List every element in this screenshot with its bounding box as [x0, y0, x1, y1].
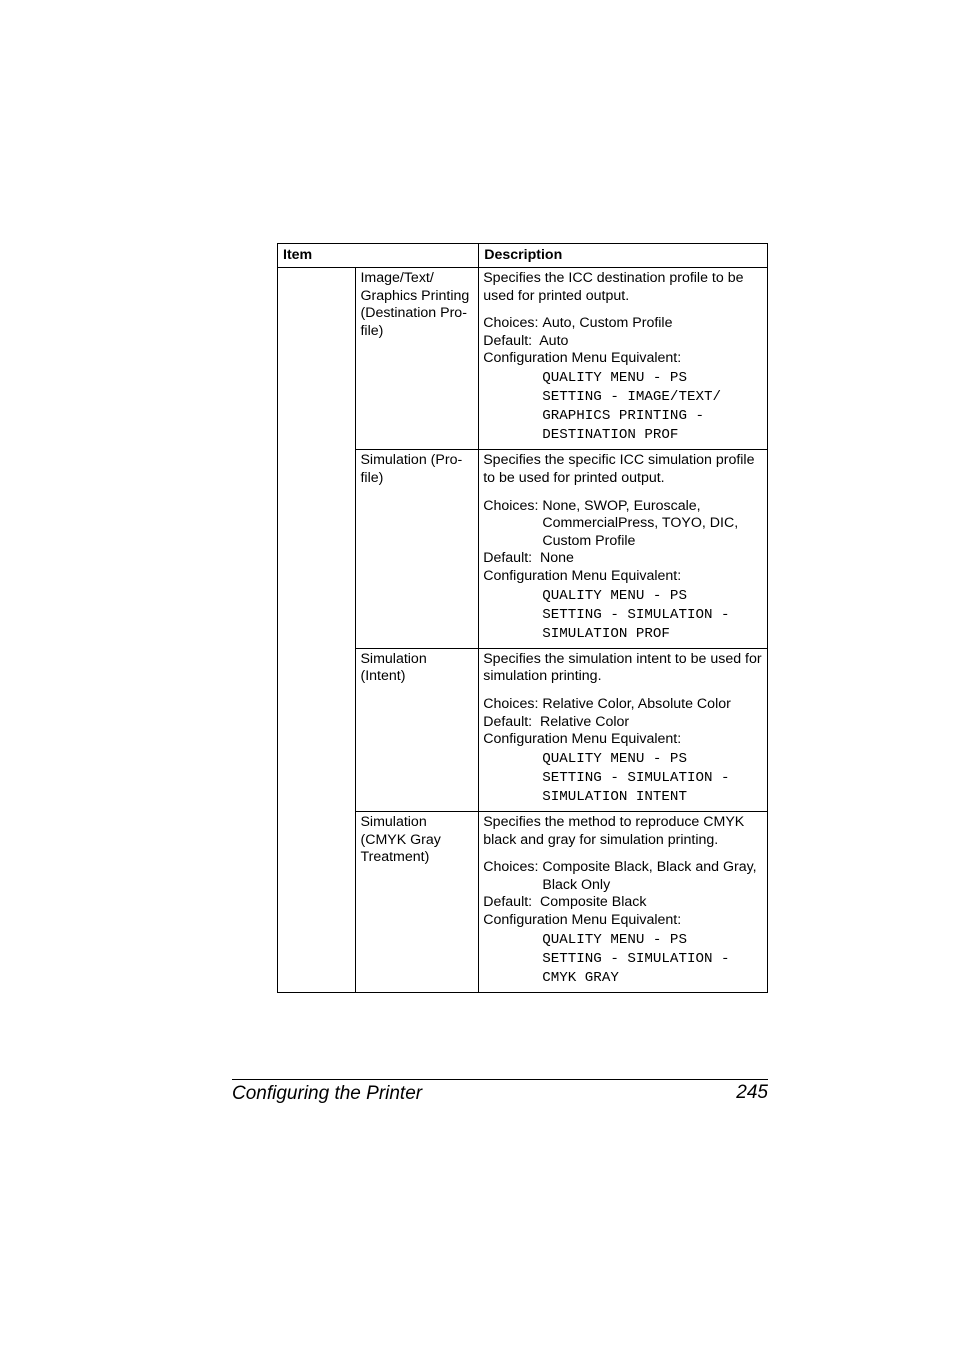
choices-row	[483, 498, 763, 551]
choices-row	[483, 315, 763, 333]
spec-line: simulation printing.	[483, 668, 602, 685]
spec-text	[483, 270, 763, 305]
default-row	[483, 550, 763, 568]
choices-line: None, SWOP, Euroscale,	[542, 497, 701, 514]
default-label: Default:	[483, 713, 540, 730]
choices-line: Auto, Custom Profile	[542, 315, 673, 332]
menu-line: QUALITY MENU - PS	[542, 750, 687, 767]
choices-values	[542, 696, 763, 714]
config-label: Configuration Menu Equivalent:	[483, 912, 682, 928]
spec-line: Specifies the simulation intent to be used for	[483, 650, 762, 667]
config-label: Configuration Menu Equivalent:	[483, 731, 682, 748]
item-line: Graphics Printing	[360, 287, 470, 304]
spec-line: black and gray for simulation printing.	[483, 831, 719, 848]
choices-label: Choices:	[483, 315, 543, 332]
menu-line: QUALITY MENU - PS	[542, 587, 687, 604]
menu-path	[483, 369, 763, 445]
item-cell	[356, 450, 479, 648]
menu-line: QUALITY MENU - PS	[542, 369, 687, 386]
choices-label: Choices:	[483, 695, 543, 712]
description-cell	[479, 268, 768, 450]
config-label: Configuration Menu Equivalent:	[483, 350, 682, 367]
table-header-row	[278, 244, 768, 268]
description-cell	[479, 812, 768, 993]
default-row	[483, 333, 763, 351]
default-label: Default:	[483, 894, 540, 911]
menu-line: SETTING - SIMULATION -	[542, 606, 730, 623]
blank-group-cell	[278, 268, 356, 993]
item-line: Simulation (Pro-	[360, 452, 463, 469]
menu-line: QUALITY MENU - PS	[542, 931, 687, 948]
header-item: Item	[278, 244, 479, 268]
settings-table	[277, 243, 768, 993]
item-line: file)	[360, 469, 384, 486]
item-cell	[356, 812, 479, 993]
spec-text	[483, 651, 763, 686]
choices-values	[542, 498, 763, 551]
choices-line: CommercialPress, TOYO, DIC,	[542, 515, 739, 532]
default-label: Default:	[483, 332, 540, 349]
default-label: Default:	[483, 550, 540, 567]
config-label: Configuration Menu Equivalent:	[483, 567, 682, 584]
spec-text	[483, 814, 763, 849]
item-cell	[356, 268, 479, 450]
default-value: Auto	[539, 332, 569, 349]
table-body	[278, 268, 768, 993]
item-line: Simulation	[360, 814, 427, 831]
table-row	[278, 268, 768, 450]
item-cell	[356, 648, 479, 811]
menu-path	[483, 931, 763, 988]
menu-line: SIMULATION PROF	[542, 625, 670, 642]
menu-line: SETTING - SIMULATION -	[542, 950, 730, 967]
footer-divider	[232, 1079, 768, 1080]
choices-row	[483, 696, 763, 714]
menu-line: SETTING - IMAGE/TEXT/	[542, 389, 722, 406]
item-line: (CMYK Gray	[360, 831, 441, 848]
footer-title: Configuring the Printer	[232, 1083, 423, 1104]
choices-values	[542, 859, 763, 894]
item-line: Simulation	[360, 650, 427, 667]
choices-line: Custom Profile	[542, 532, 636, 549]
choices-line: Relative Color, Absolute Color	[542, 695, 731, 712]
menu-line: SETTING - SIMULATION -	[542, 769, 730, 786]
default-value: Composite Black	[540, 894, 647, 911]
header-description: Description	[479, 244, 768, 268]
spec-line: Specifies the method to reproduce CMYK	[483, 814, 745, 831]
menu-path	[483, 750, 763, 807]
spec-line: to be used for printed output.	[483, 469, 665, 486]
spec-text	[483, 452, 763, 487]
menu-line: DESTINATION PROF	[542, 427, 679, 444]
choices-label: Choices:	[483, 859, 543, 876]
menu-line: GRAPHICS PRINTING -	[542, 408, 704, 425]
page-number: 245	[736, 1082, 768, 1103]
item-line: (Destination Pro-	[360, 305, 467, 322]
description-cell	[479, 450, 768, 648]
item-line: Treatment)	[360, 849, 430, 866]
description-cell	[479, 648, 768, 811]
menu-path	[483, 587, 763, 644]
choices-values	[542, 315, 763, 333]
choices-row	[483, 859, 763, 894]
menu-line: SIMULATION INTENT	[542, 788, 687, 805]
choices-line: Composite Black, Black and Gray,	[542, 859, 757, 876]
spec-line: used for printed output.	[483, 287, 630, 304]
default-row	[483, 894, 763, 912]
item-line: file)	[360, 322, 384, 339]
choices-line: Black Only	[542, 876, 611, 893]
choices-label: Choices:	[483, 497, 543, 514]
default-row	[483, 714, 763, 732]
spec-line: Specifies the specific ICC simulation profile	[483, 452, 755, 469]
menu-line: CMYK GRAY	[542, 969, 619, 986]
item-line: Image/Text/	[360, 270, 434, 286]
item-line: (Intent)	[360, 668, 406, 685]
spec-line: Specifies the ICC destination profile to be	[483, 270, 744, 286]
default-value: Relative Color	[540, 713, 630, 730]
default-value: None	[540, 550, 574, 567]
